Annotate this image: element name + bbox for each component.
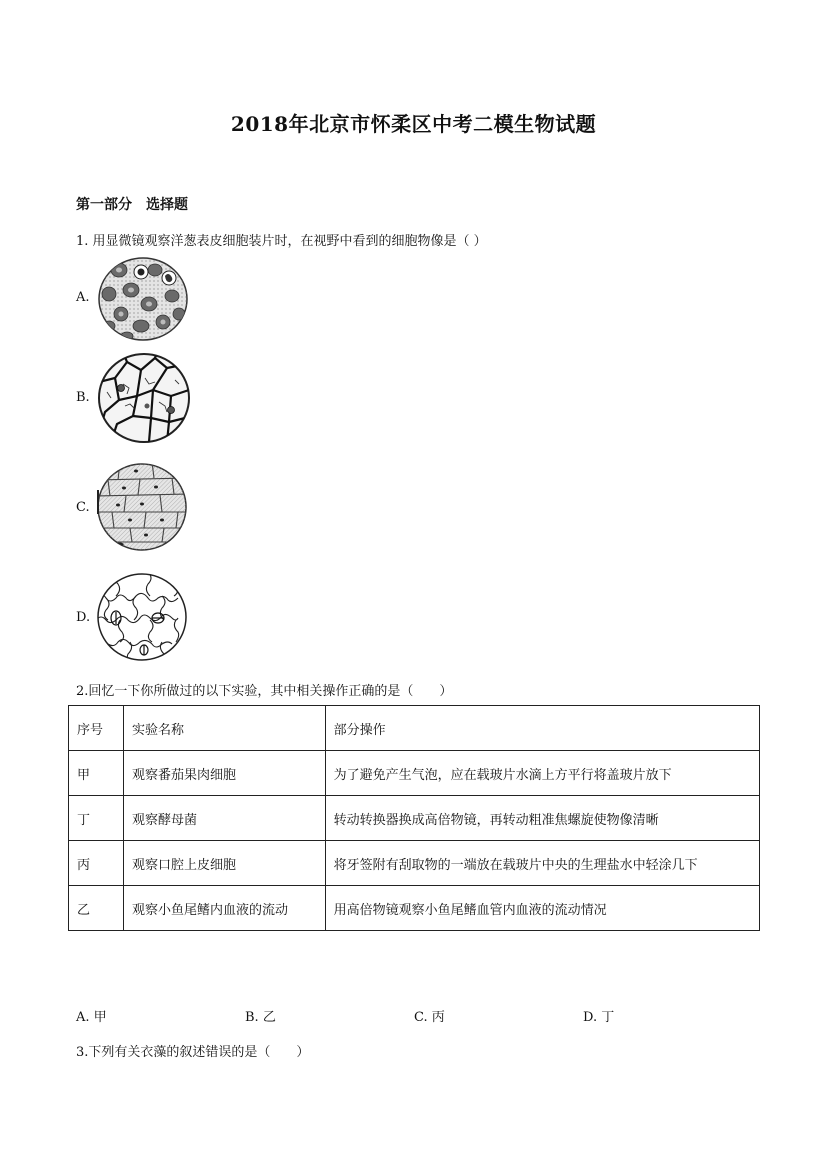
answer-option-c: C. 丙 — [414, 1010, 445, 1025]
header-cell: 序号 — [69, 706, 124, 751]
page-title: 2018年北京市怀柔区中考二模生物试题 — [230, 112, 597, 136]
table-cell: 用高倍物镜观察小鱼尾鳍血管内血液的流动情况 — [325, 886, 759, 931]
table-cell: 丁 — [69, 796, 124, 841]
option-a-label: A. — [76, 290, 90, 305]
question-3-text: 3.下列有关衣藻的叙述错误的是（ ） — [76, 1045, 310, 1060]
leaf-epidermis-image — [96, 572, 188, 662]
irregular-cells-image — [97, 352, 191, 444]
table-cell: 观察口腔上皮细胞 — [123, 841, 325, 886]
table-row — [69, 751, 760, 796]
experiment-table — [68, 705, 760, 931]
table-cell: 乙 — [69, 886, 124, 931]
answer-option-b: B. 乙 — [245, 1010, 276, 1025]
table-cell: 转动转换器换成高倍物镜，再转动粗准焦螺旋使物像清晰 — [325, 796, 759, 841]
table-header-row — [69, 706, 760, 751]
table-row — [69, 841, 760, 886]
table-row — [69, 886, 760, 931]
table-cell: 观察小鱼尾鳍内血液的流动 — [123, 886, 325, 931]
option-d-label: D. — [76, 610, 91, 625]
option-c-label: C. — [76, 500, 90, 515]
option-b-label: B. — [76, 390, 90, 405]
table-cell: 将牙签附有刮取物的一端放在载玻片中央的生理盐水中轻涂几下 — [325, 841, 759, 886]
table-cell: 甲 — [69, 751, 124, 796]
onion-epidermis-image — [96, 462, 188, 552]
table-cell: 观察酵母菌 — [123, 796, 325, 841]
header-cell: 部分操作 — [325, 706, 759, 751]
header-cell: 实验名称 — [123, 706, 325, 751]
blood-cells-image — [97, 256, 189, 342]
table-cell: 为了避免产生气泡，应在载玻片水滴上方平行将盖玻片放下 — [325, 751, 759, 796]
section-heading: 第一部分 选择题 — [76, 197, 188, 213]
table-cell: 丙 — [69, 841, 124, 886]
answer-option-a: A. 甲 — [76, 1010, 107, 1025]
question-2-text: 2.回忆一下你所做过的以下实验，其中相关操作正确的是（ ） — [76, 684, 453, 699]
table-cell: 观察番茄果肉细胞 — [123, 751, 325, 796]
table-row — [69, 796, 760, 841]
answer-option-d: D. 丁 — [583, 1010, 615, 1025]
question-1-text: 1. 用显微镜观察洋葱表皮细胞装片时，在视野中看到的细胞物像是（ ） — [76, 234, 487, 249]
